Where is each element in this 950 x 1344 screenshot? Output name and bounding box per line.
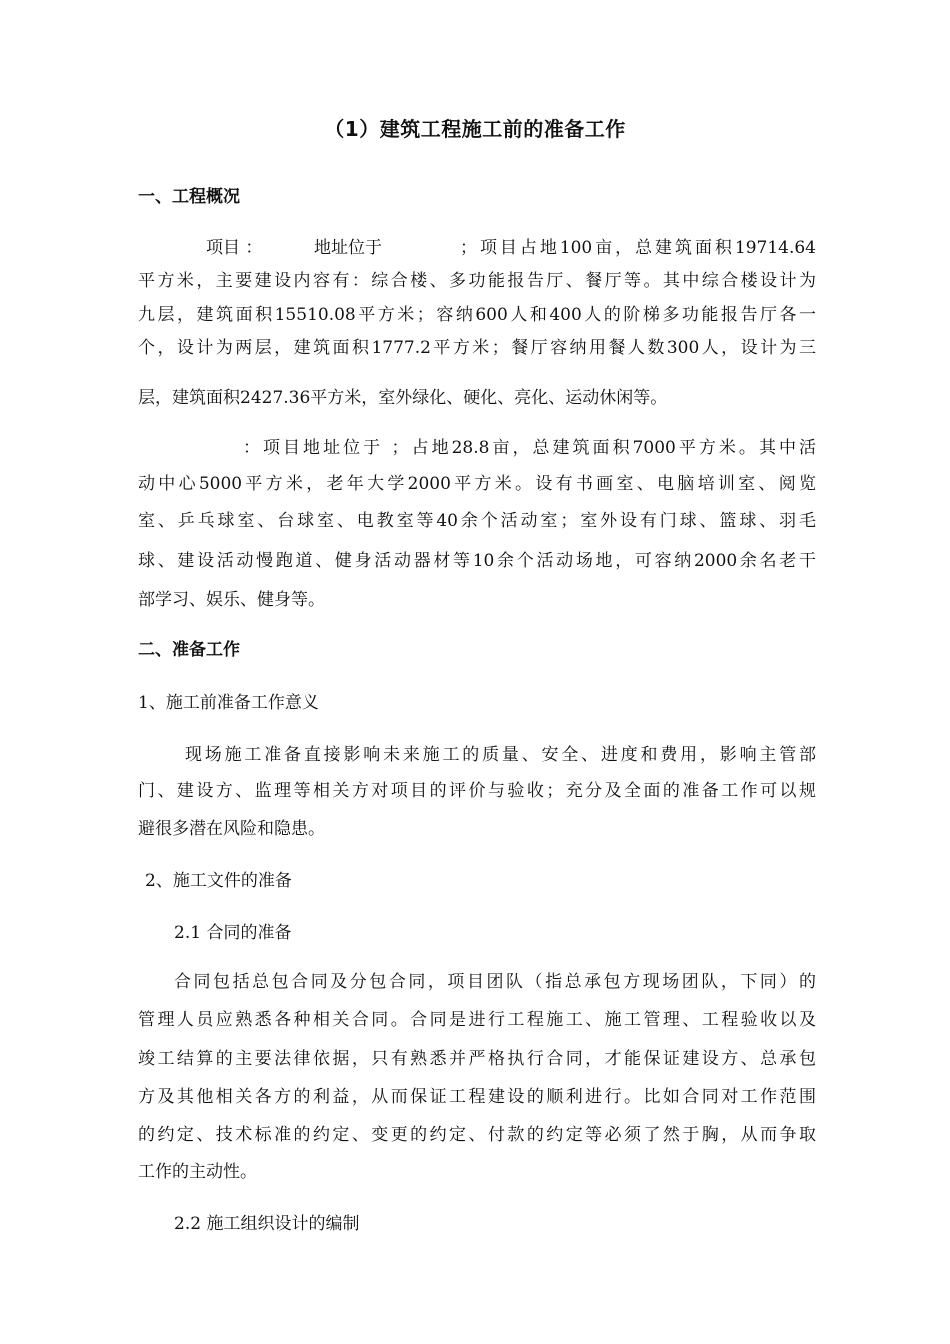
address-label: 地址位于 xyxy=(314,238,382,258)
paragraph-line: 管理人员应熟悉各种相关合同。合同是进行工程施工、施工管理、工程验收以及 xyxy=(138,1010,816,1030)
paragraph-line: 避很多潜在风险和隐患。 xyxy=(138,819,325,839)
section-heading-preparation: 二、准备工作 xyxy=(138,640,240,660)
document-title: （1）建筑工程施工前的准备工作 xyxy=(324,117,626,141)
paragraph-line: 个，设计为两层，建筑面积1777.2平方米；餐厅容纳用餐人数300人，设计为三 xyxy=(138,338,816,358)
subsection-heading: 2、施工文件的准备 xyxy=(145,871,292,891)
paragraph-line: 层，建筑面积2427.36平方米，室外绿化、硬化、亮化、运动休闲等。 xyxy=(138,388,668,408)
subsection-heading: 1、施工前准备工作意义 xyxy=(138,693,319,713)
project-label: 项目 ： xyxy=(206,238,263,258)
paragraph-text: ：项目地址位于 ；占地28.8亩，总建筑面积7000平方米。其中活 xyxy=(243,438,816,458)
paragraph-line: 方及其他相关各方的利益，从而保证工程建设的顺利进行。比如合同对工作范围 xyxy=(138,1087,816,1107)
section-heading-overview: 一、工程概况 xyxy=(138,187,240,207)
subsubsection-heading: 2.1 合同的准备 xyxy=(174,923,292,943)
paragraph-text: ；项目占地100亩，总建筑面积19714.64 xyxy=(460,238,816,258)
paragraph-line: 室、乒乓球室、台球室、电教室等40余个活动室；室外设有门球、篮球、羽毛 xyxy=(138,511,816,531)
paragraph-line: 工作的主动性。 xyxy=(138,1162,257,1182)
paragraph-line: 门、建设方、监理等相关方对项目的评价与验收；充分及全面的准备工作可以规 xyxy=(138,781,816,801)
paragraph-line: 球、建设活动慢跑道、健身活动器材等10余个活动场地，可容纳2000余名老干 xyxy=(138,551,816,571)
paragraph-text: 现场施工准备直接影响未来施工的质量、安全、进度和费用，影响主管部 xyxy=(185,745,816,765)
paragraph-line: 平方米，主要建设内容有：综合楼、多功能报告厅、餐厅等。其中综合楼设计为 xyxy=(138,271,816,291)
subsubsection-heading: 2.2 施工组织设计的编制 xyxy=(174,1214,360,1234)
paragraph-line: 动中心5000平方米，老年大学2000平方米。设有书画室、电脑培训室、阅览 xyxy=(138,474,816,494)
paragraph-line: 竣工结算的主要法律依据，只有熟悉并严格执行合同，才能保证建设方、总承包 xyxy=(138,1049,816,1069)
paragraph-text: 合同包括总包合同及分包合同，项目团队（指总承包方现场团队，下同）的 xyxy=(174,972,816,992)
paragraph-line: 的约定、技术标准的约定、变更的约定、付款的约定等必须了然于胸，从而争取 xyxy=(138,1125,816,1145)
paragraph-line: 九层，建筑面积15510.08平方米；容纳600人和400人的阶梯多功能报告厅各一 xyxy=(138,305,816,325)
paragraph-line: 部学习、娱乐、健身等。 xyxy=(138,590,325,610)
